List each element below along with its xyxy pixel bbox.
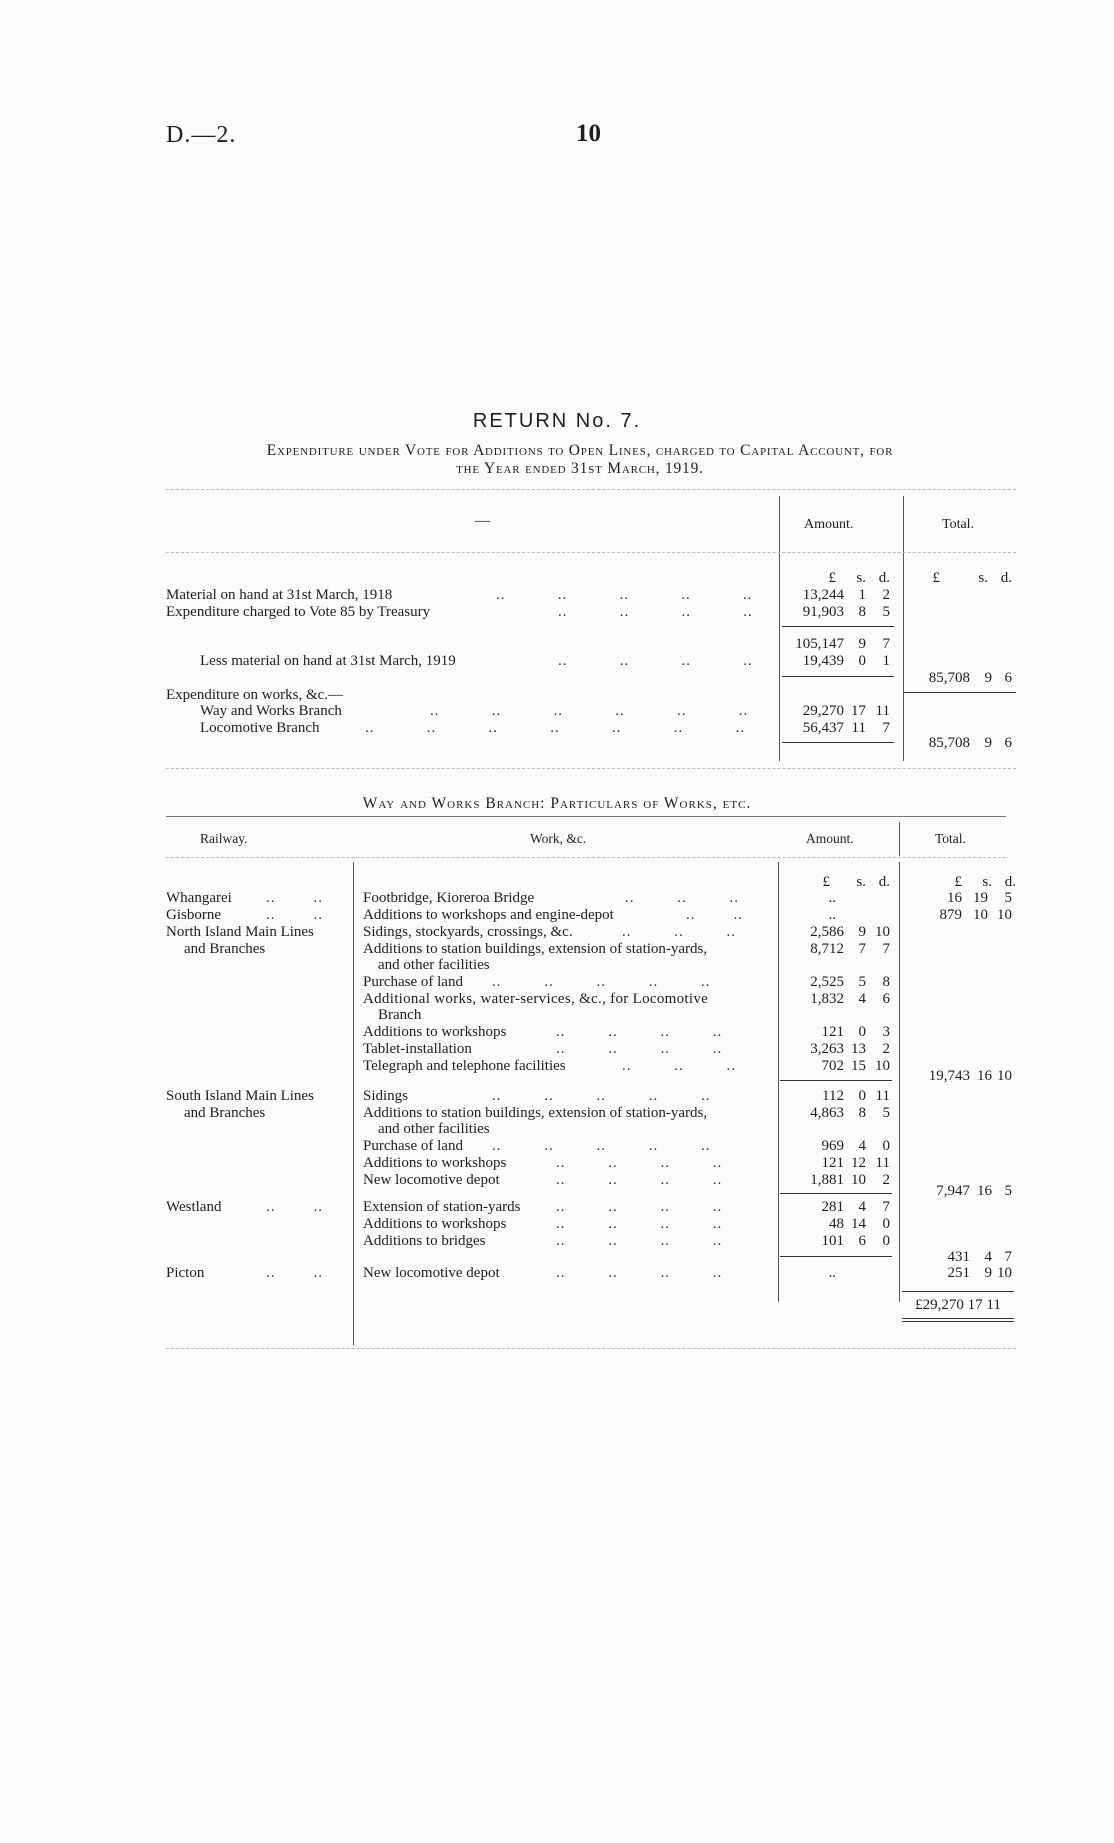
work-item: Additions to workshops and engine-depot: [363, 907, 614, 923]
unit-pound: £: [822, 874, 830, 890]
leader-dots: .. .. .. ..: [556, 1265, 723, 1281]
amount-pounds: 91,903: [802, 604, 844, 620]
leader-dots: .. .. .. .. .. .. ..: [365, 720, 745, 736]
amount-pence: 7: [882, 720, 890, 736]
railway-name: South Island Main Lines: [166, 1088, 314, 1104]
amount-pence: 1: [882, 653, 890, 669]
work-item: Sidings: [363, 1088, 409, 1104]
amount-pounds: 1,881: [810, 1172, 844, 1188]
leader-dots: .. .. .. .. ..: [496, 587, 753, 603]
work-item: Footbridge, Kioreroa Bridge: [363, 890, 535, 906]
amount-shillings: 10: [851, 1172, 866, 1188]
summary-row-label: Locomotive Branch: [200, 720, 320, 736]
leader-dots: .. .. .. .. ..: [492, 1138, 711, 1154]
total-pence: 6: [1004, 735, 1012, 751]
leader-dots: .. .. .. .. .. ..: [430, 703, 749, 719]
amount-shillings: 0: [858, 653, 866, 669]
work-item-continued: Branch: [378, 1007, 422, 1023]
total-pounds: 85,708: [928, 735, 970, 751]
summary-unit-pound: £: [828, 570, 836, 586]
amount-pounds: 13,244: [802, 587, 844, 603]
amount-shillings: 11: [851, 720, 866, 736]
total-pounds: 431: [947, 1249, 970, 1265]
col-railway: Railway.: [200, 831, 248, 846]
work-item: Sidings, stockyards, crossings, &c.: [363, 924, 573, 940]
amount-shillings: 4: [858, 991, 866, 1007]
amount-pounds: 1,832: [810, 991, 844, 1007]
leader-dots: .. ..: [266, 907, 323, 923]
leader-dots: .. .. .. .. ..: [492, 974, 711, 990]
railway-name: North Island Main Lines: [166, 924, 314, 940]
amount-pence: 7: [882, 1199, 890, 1215]
leader-dots: .. .. ..: [622, 1058, 736, 1074]
total-shillings: 9: [984, 1265, 992, 1281]
amount-pence: 11: [875, 703, 890, 719]
railway-name-continued: and Branches: [184, 1105, 266, 1121]
amount-pence: 8: [882, 974, 890, 990]
col-work: Work, &c.: [530, 831, 587, 846]
amount-pence: 2: [882, 587, 890, 603]
railway-name: Westland: [166, 1199, 222, 1215]
work-item: Additions to workshops: [363, 1024, 507, 1040]
amount-pence: 0: [882, 1138, 890, 1154]
work-item-continued: and other facilities: [378, 957, 490, 973]
total-pence: 7: [1004, 1249, 1012, 1265]
amount-shillings: 12: [851, 1155, 866, 1171]
amount-pence: 2: [882, 1041, 890, 1057]
amount-pounds: 121: [821, 1024, 844, 1040]
work-item: Additions to station buildings, extension of station-yards,: [363, 1105, 708, 1121]
amount-pounds: 121: [821, 1155, 844, 1171]
total-pence: 5: [1004, 890, 1012, 906]
amount-pence: 7: [882, 941, 890, 957]
leader-dots: .. .. ..: [622, 924, 736, 940]
leader-dots: .. ..: [266, 1265, 323, 1281]
total-shillings: 16: [977, 1068, 992, 1084]
amount-pounds: 101: [821, 1233, 844, 1249]
total-pounds: 7,947: [936, 1183, 970, 1199]
summary-total-unit-pound: £: [932, 570, 940, 586]
return-subtitle: [150, 442, 1010, 478]
page-number: 10: [576, 120, 601, 147]
amount-shillings: 0: [858, 1024, 866, 1040]
total-pence: 5: [1004, 1183, 1012, 1199]
total-unit-shilling: s.: [982, 874, 992, 890]
amount-pence: 6: [882, 991, 890, 1007]
work-item: Tablet-installation: [363, 1041, 472, 1057]
railway-name: Picton: [166, 1265, 205, 1281]
amount-pence: 11: [875, 1088, 890, 1104]
unit-shilling: s.: [856, 874, 866, 890]
amount-pounds: 2,525: [810, 974, 844, 990]
total-shillings: 19: [973, 890, 988, 906]
amount-shillings: 7: [858, 941, 866, 957]
grand-total: £29,270 17 11: [915, 1297, 1001, 1313]
work-item: New locomotive depot: [363, 1172, 500, 1188]
amount-pounds: 4,863: [810, 1105, 844, 1121]
subtitle-line-2: the Year ended 31st March, 1919.: [456, 460, 704, 477]
leader-dots: .. .. .. ..: [556, 1172, 723, 1188]
leader-dots: .. .. .. ..: [556, 1216, 723, 1232]
amount-pence: 5: [882, 604, 890, 620]
amount-shillings: 9: [858, 924, 866, 940]
total-unit-pence: d.: [1004, 874, 1016, 890]
amount-pence: 10: [875, 924, 890, 940]
amount-pounds: 3,263: [810, 1041, 844, 1057]
total-pence: 10: [997, 907, 1012, 923]
amount-pounds: 2,586: [810, 924, 844, 940]
summary-row-label: Expenditure charged to Vote 85 by Treasury: [166, 604, 431, 620]
work-item: Purchase of land: [363, 974, 463, 990]
total-shillings: 10: [973, 907, 988, 923]
leader-dots: .. .. ..: [625, 890, 739, 906]
leader-dots: .. .. .. ..: [556, 1199, 723, 1215]
total-pence: 10: [997, 1265, 1012, 1281]
amount-shillings: 17: [851, 703, 866, 719]
return-title: RETURN No. 7.: [472, 410, 642, 432]
amount-shillings: 1: [858, 587, 866, 603]
leader-dots: .. .. .. ..: [556, 1041, 723, 1057]
amount-pence: 3: [882, 1024, 890, 1040]
amount-pounds: 112: [822, 1088, 844, 1104]
amount-pounds: 8,712: [810, 941, 844, 957]
work-item: Additional works, water-services, &c., for Locomotive: [363, 991, 709, 1007]
amount-shillings: 8: [858, 604, 866, 620]
amount-pounds: ..: [828, 1265, 836, 1281]
amount-shillings: 4: [858, 1138, 866, 1154]
leader-dots: .. .. .. ..: [556, 1024, 723, 1040]
total-pounds: 19,743: [928, 1068, 970, 1084]
amount-shillings: 0: [858, 1088, 866, 1104]
work-item: Additions to workshops: [363, 1216, 507, 1232]
summary-col-total: Total.: [942, 517, 975, 532]
leader-dots: .. ..: [266, 890, 323, 906]
amount-pounds: 19,439: [802, 653, 844, 669]
leader-dots: .. .. .. .. ..: [492, 1088, 711, 1104]
leader-dots: .. ..: [686, 907, 743, 923]
summary-col-amount: Amount.: [804, 517, 854, 532]
leader-dots: .. .. .. ..: [556, 1233, 723, 1249]
leader-dots: .. .. .. ..: [558, 604, 753, 620]
total-pounds: 85,708: [928, 670, 970, 686]
total-pounds: 251: [947, 1265, 970, 1281]
summary-unit-pence: d.: [878, 570, 890, 586]
amount-pounds: 56,437: [802, 720, 844, 736]
amount-pounds: 702: [821, 1058, 844, 1074]
amount-shillings: 13: [851, 1041, 866, 1057]
leader-dots: .. .. .. ..: [556, 1155, 723, 1171]
summary-total-unit-pence: d.: [1000, 570, 1012, 586]
total-pounds: 879: [939, 907, 962, 923]
summary-row-label: Less material on hand at 31st March, 1919: [200, 653, 456, 669]
amount-shillings: 8: [858, 1105, 866, 1121]
amount-pence: 5: [882, 1105, 890, 1121]
work-item: New locomotive depot: [363, 1265, 500, 1281]
leader-dots: .. .. .. ..: [558, 653, 753, 669]
amount-pence: 7: [882, 636, 890, 652]
total-pence: 10: [997, 1068, 1012, 1084]
amount-pounds: 281: [821, 1199, 844, 1215]
total-shillings: 16: [977, 1183, 992, 1199]
summary-total-unit-shilling: s.: [978, 570, 988, 586]
railway-name: Whangarei: [166, 890, 232, 906]
amount-pounds: ..: [828, 890, 836, 906]
railway-name: Gisborne: [166, 907, 221, 923]
summary-row-label: Expenditure on works, &c.—: [166, 687, 344, 703]
amount-pence: 0: [882, 1216, 890, 1232]
work-item: Extension of station-yards: [363, 1199, 521, 1215]
amount-pence: 2: [882, 1172, 890, 1188]
total-pence: 6: [1004, 670, 1012, 686]
total-pounds: 16: [947, 890, 962, 906]
amount-pounds: 48: [829, 1216, 844, 1232]
col-total: Total.: [935, 831, 966, 846]
amount-shillings: 15: [851, 1058, 866, 1074]
amount-shillings: 4: [858, 1199, 866, 1215]
amount-shillings: 14: [851, 1216, 866, 1232]
summary-row-label: Material on hand at 31st March, 1918: [166, 587, 393, 603]
summary-unit-shilling: s.: [856, 570, 866, 586]
work-item: Purchase of land: [363, 1138, 463, 1154]
summary-row-label: Way and Works Branch: [200, 703, 342, 719]
leader-dots: .. ..: [266, 1199, 323, 1215]
unit-pence: d.: [878, 874, 890, 890]
total-unit-pound: £: [954, 874, 962, 890]
amount-pence: 0: [882, 1233, 890, 1249]
amount-pounds: 969: [821, 1138, 844, 1154]
amount-shillings: 6: [858, 1233, 866, 1249]
subtitle-line-1: Expenditure under Vote for Additions to Open Lines, charged to Capital Account, for: [266, 442, 894, 459]
work-item: Additions to workshops: [363, 1155, 507, 1171]
work-item: Telegraph and telephone facilities: [363, 1058, 566, 1074]
col-amount: Amount.: [806, 831, 854, 846]
total-shillings: 9: [984, 670, 992, 686]
amount-shillings: 9: [858, 636, 866, 652]
document-reference: D.—2.: [166, 122, 237, 148]
work-item: Additions to station buildings, extension of station-yards,: [363, 941, 708, 957]
amount-pence: 10: [875, 1058, 890, 1074]
work-item-continued: and other facilities: [378, 1121, 490, 1137]
particulars-title: Way and Works Branch: Particulars of Works, etc.: [362, 795, 752, 812]
amount-pounds: 105,147: [795, 636, 844, 652]
amount-pounds: ..: [828, 907, 836, 923]
total-shillings: 4: [984, 1249, 992, 1265]
summary-col-desc: —: [475, 513, 490, 529]
railway-name-continued: and Branches: [184, 941, 266, 957]
amount-pence: 11: [875, 1155, 890, 1171]
amount-shillings: 5: [858, 974, 866, 990]
total-shillings: 9: [984, 735, 992, 751]
work-item: Additions to bridges: [363, 1233, 486, 1249]
amount-pounds: 29,270: [802, 703, 844, 719]
